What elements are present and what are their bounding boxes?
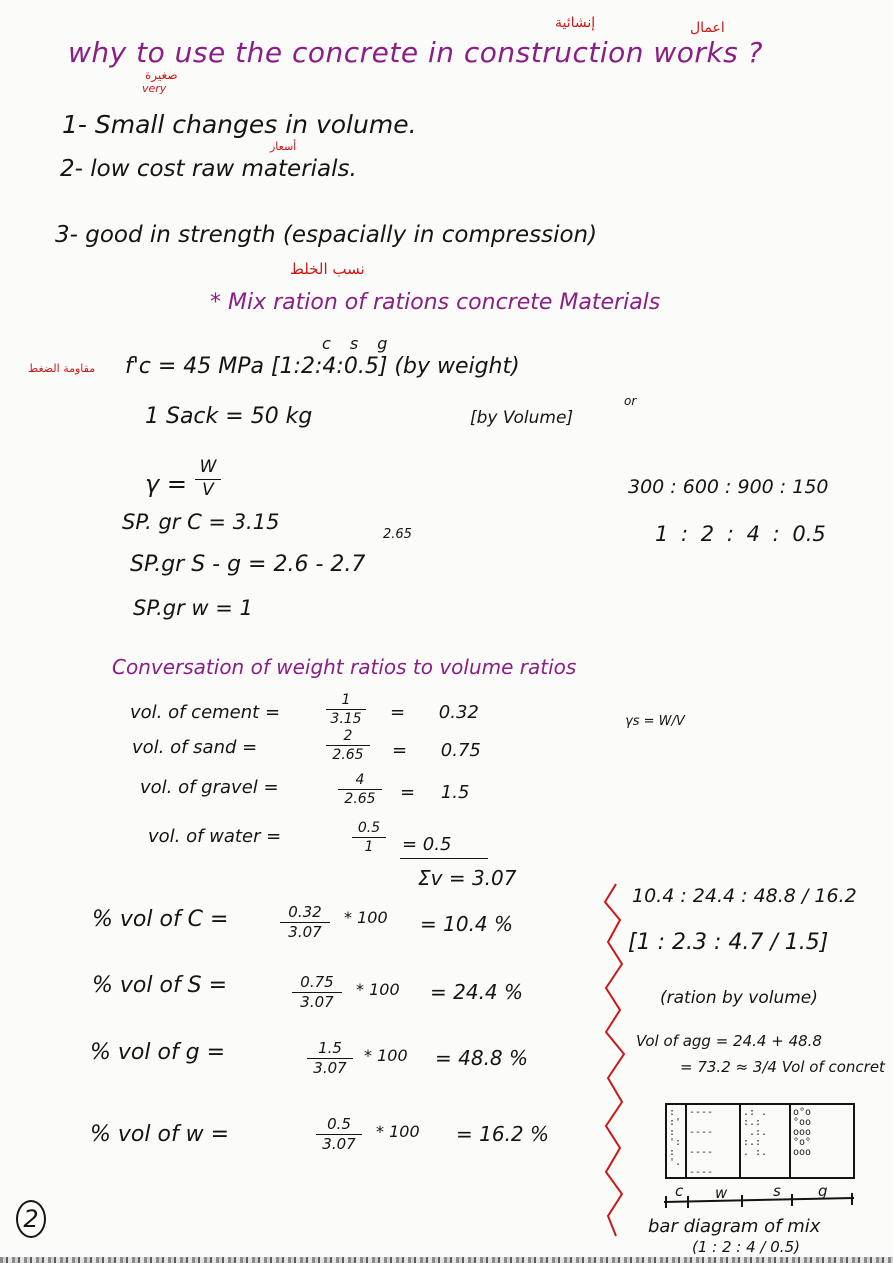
pct-result-c: = 10.4 % xyxy=(420,912,514,936)
side-line-4: Vol of agg = 24.4 + 48.8 xyxy=(636,1032,822,1050)
ratio-simple: 1 : 2 : 4 : 0.5 xyxy=(655,522,826,546)
diagram-caption-2: (1 : 2 : 4 / 0.5) xyxy=(692,1238,800,1256)
or-note: or xyxy=(624,394,637,408)
diagram-cell-sand: .: . :.: .:. :.: . :. xyxy=(741,1105,791,1177)
axis-label-w: w xyxy=(715,1184,728,1202)
diagram-cell-cement: : :' : ': : '. xyxy=(667,1105,687,1177)
pct-den-w: 3.07 xyxy=(322,1135,356,1154)
diagram-cell-water: ---- ---- ---- ---- xyxy=(687,1105,741,1177)
pct-label-w: % vol of w = xyxy=(90,1122,230,1147)
vol-result-sand: = 0.75 xyxy=(392,740,481,761)
vol-num-cement: 1 xyxy=(341,692,351,708)
pct-frac-g xyxy=(307,1040,353,1078)
vol-result-cement: = 0.32 xyxy=(390,702,479,723)
fc-line: f'c = 45 MPa [1:2:4:0.5] (by weight) xyxy=(125,354,520,379)
side-line-1: 10.4 : 24.4 : 48.8 / 16.2 xyxy=(632,885,857,907)
side-line-5: = 73.2 ≈ 3/4 Vol of concret xyxy=(680,1058,885,1076)
axis-label-s: s xyxy=(773,1182,781,1200)
pct-den-g: 3.07 xyxy=(313,1059,347,1078)
by-volume: [by Volume] xyxy=(470,408,574,428)
spgr-water: SP.gr w = 1 xyxy=(133,596,253,620)
arabic-note-ratios: نسب الخلط xyxy=(290,260,365,278)
pct-result-g: = 48.8 % xyxy=(435,1046,529,1070)
pct-mult-s: * 100 xyxy=(356,980,400,999)
pct-result-s: = 24.4 % xyxy=(430,980,524,1004)
scan-bottom-edge xyxy=(0,1257,893,1263)
vol-label-gravel: vol. of gravel = xyxy=(140,777,279,798)
gamma-fraction xyxy=(195,458,221,500)
sum-underline xyxy=(400,858,488,859)
side-line-3: (ration by volume) xyxy=(660,988,818,1008)
page-title: why to use the concrete in construction works ? xyxy=(68,36,764,69)
vol-num-sand: 2 xyxy=(343,728,353,744)
pct-num-c: 0.32 xyxy=(288,903,322,921)
vol-den-gravel: 2.65 xyxy=(344,791,376,808)
arabic-note-works: اعمال xyxy=(690,20,725,36)
conversion-heading: Conversation of weight ratios to volume ratios xyxy=(112,655,577,679)
bar-diagram xyxy=(665,1103,855,1179)
vol-label-cement: vol. of cement = xyxy=(130,702,281,723)
arabic-note-prices: أسعار xyxy=(270,140,297,153)
sack-line: 1 Sack = 50 kg xyxy=(145,404,313,429)
vol-label-sand: vol. of sand = xyxy=(132,737,258,758)
vol-frac-gravel xyxy=(338,772,382,807)
pct-num-s: 0.75 xyxy=(300,973,334,991)
gamma-note: γs = W/V xyxy=(625,714,685,729)
pct-mult-c: * 100 xyxy=(344,908,388,927)
gamma-numerator: W xyxy=(199,457,217,477)
vol-den-cement: 3.15 xyxy=(330,711,362,728)
note-very: very xyxy=(142,82,167,95)
diagram-cell-gravel: o°o °oo ooo °o° ooo xyxy=(793,1107,812,1158)
axis-label-g: g xyxy=(818,1182,828,1200)
pct-label-s: % vol of S = xyxy=(92,973,228,998)
sum-volume: Σv = 3.07 xyxy=(418,866,517,890)
vol-result-gravel: = 1.5 xyxy=(400,782,470,803)
pct-num-w: 0.5 xyxy=(327,1115,351,1133)
arabic-note-construction: إنشائية xyxy=(555,15,596,31)
vol-num-gravel: 4 xyxy=(355,772,365,788)
note-265: 2.65 xyxy=(383,527,412,542)
pct-mult-g: * 100 xyxy=(364,1046,408,1065)
pct-num-g: 1.5 xyxy=(318,1039,342,1057)
reason-3: 3- good in strength (espacially in compression) xyxy=(55,222,598,248)
csg-labels: c s g xyxy=(322,334,388,353)
pct-frac-c xyxy=(280,904,330,942)
vol-den-sand: 2.65 xyxy=(332,747,364,764)
vol-frac-cement xyxy=(326,692,366,727)
vol-result-water: = 0.5 xyxy=(402,834,452,855)
axis-label-c: c xyxy=(675,1182,684,1200)
diagram-caption-1: bar diagram of mix xyxy=(648,1216,821,1237)
pct-label-g: % vol of g = xyxy=(90,1040,226,1065)
pct-mult-w: * 100 xyxy=(376,1122,420,1141)
reason-1: 1- Small changes in volume. xyxy=(62,110,417,139)
vol-num-water: 0.5 xyxy=(357,820,381,836)
mix-heading: * Mix ration of rations concrete Materials xyxy=(210,290,661,315)
pct-den-c: 3.07 xyxy=(288,923,322,942)
reason-2: 2- low cost raw materials. xyxy=(60,156,357,182)
page-number: 2 xyxy=(16,1200,46,1238)
vol-frac-water xyxy=(352,820,386,855)
pct-den-s: 3.07 xyxy=(300,993,334,1012)
pct-frac-s xyxy=(292,974,342,1012)
vol-den-water: 1 xyxy=(364,839,374,856)
arabic-note-fc: مقاومة الضغط xyxy=(28,362,96,375)
diagram-axis xyxy=(660,1192,860,1212)
pct-frac-w xyxy=(316,1116,362,1154)
vol-label-water: vol. of water = xyxy=(148,826,282,847)
pct-label-c: % vol of C = xyxy=(92,907,229,932)
spgr-sand-gravel: SP.gr S - g = 2.6 - 2.7 xyxy=(130,552,366,577)
spgr-cement: SP. gr C = 3.15 xyxy=(122,510,280,534)
arabic-note-small: صغيرة xyxy=(145,68,178,82)
pct-result-w: = 16.2 % xyxy=(456,1122,550,1146)
gamma-lhs: γ = xyxy=(145,470,187,498)
ratio-weight: 300 : 600 : 900 : 150 xyxy=(628,476,829,498)
vol-frac-sand xyxy=(326,728,370,763)
gamma-denominator: V xyxy=(202,479,214,500)
side-line-2: [1 : 2.3 : 4.7 / 1.5] xyxy=(628,930,829,955)
